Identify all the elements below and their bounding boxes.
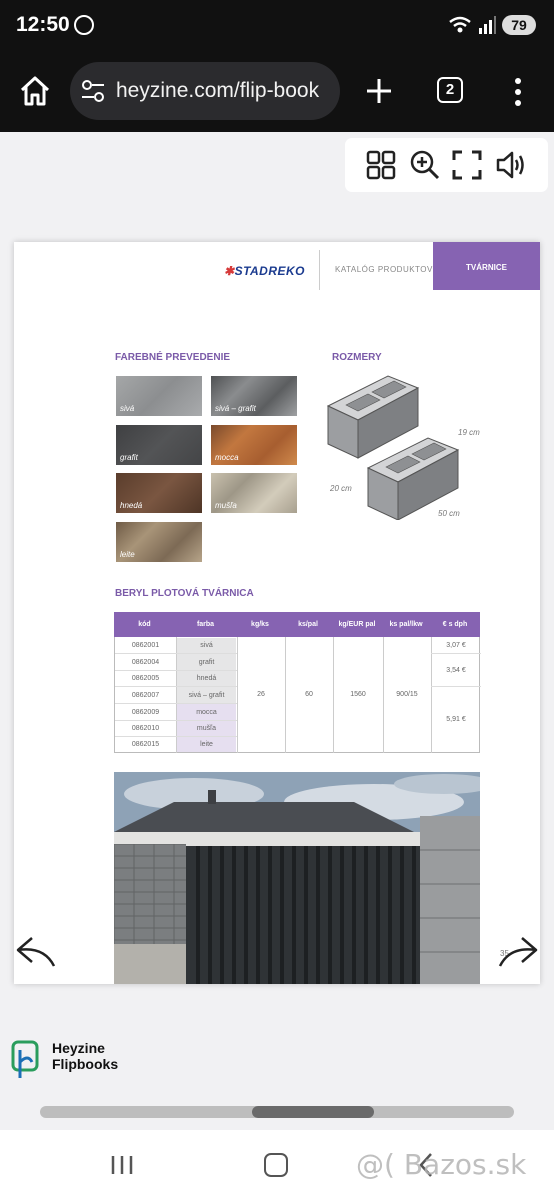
th-kg-eur-pal: kg/EUR pal	[338, 620, 376, 628]
next-page-icon[interactable]	[496, 932, 540, 972]
table-title: BERYL PLOTOVÁ TVÁRNICA	[115, 588, 254, 599]
section-tab: TVÁRNICE	[433, 242, 540, 290]
url-text: heyzine.com/flip-book	[116, 79, 320, 102]
status-bar	[0, 0, 554, 52]
block-dimensions-drawing	[324, 370, 484, 520]
table-header	[114, 612, 480, 637]
cell-code: 0862010	[131, 725, 160, 732]
th-ks-pal-lkw: ks pal/lkw	[389, 620, 423, 628]
previous-page-icon[interactable]	[14, 932, 58, 972]
more-menu-icon[interactable]	[508, 76, 528, 108]
zoom-in-icon[interactable]	[409, 149, 441, 181]
fence-photo	[114, 772, 480, 984]
th-code: kód	[138, 620, 151, 628]
th-ks-pal: ks/pal	[298, 620, 318, 628]
table-body	[114, 637, 480, 753]
thumbnails-grid-icon[interactable]	[365, 149, 397, 181]
flipbook-toolbar	[345, 138, 548, 192]
swatch-musla: mušľa	[211, 473, 297, 513]
cell-price: 5,91 €	[446, 716, 466, 723]
cell-color: sivá	[177, 638, 236, 653]
cell-color: mušľa	[177, 721, 236, 736]
address-bar[interactable]	[70, 62, 340, 120]
catalog-label: KATALÓG PRODUKTOV	[335, 265, 433, 274]
header-divider	[319, 250, 320, 290]
system-nav-bar	[0, 1130, 554, 1200]
swatch-siva: sivá	[116, 376, 202, 416]
th-price: € s dph	[442, 620, 468, 628]
horizontal-scrollbar[interactable]	[40, 1106, 514, 1118]
dimensions-section-title: ROZMERY	[332, 352, 382, 363]
heyzine-branding[interactable]	[10, 1036, 140, 1086]
wifi-icon	[448, 16, 472, 34]
status-time: 12:50	[16, 13, 70, 36]
browser-toolbar	[0, 52, 554, 132]
cell-ks-pal: 60	[305, 691, 313, 698]
viber-icon	[74, 15, 94, 35]
battery-indicator: 79	[502, 15, 536, 35]
fullscreen-icon[interactable]	[451, 149, 483, 181]
cell-color: hnedá	[177, 671, 236, 686]
cell-code: 0862009	[131, 708, 160, 716]
sound-icon[interactable]	[495, 149, 527, 181]
cell-code: 0862007	[131, 691, 160, 699]
colors-section-title: FAREBNÉ PREVEDENIE	[115, 352, 231, 363]
home-icon[interactable]	[18, 74, 52, 108]
th-color: farba	[196, 620, 215, 628]
signal-icon	[478, 16, 496, 34]
heyzine-flipbooks: Flipbooks	[52, 1056, 119, 1072]
page-number: 35	[500, 949, 509, 958]
swatch-grafit: grafit	[116, 425, 202, 465]
cell-code: 0862001	[131, 641, 160, 649]
site-settings-icon[interactable]	[80, 79, 106, 103]
cell-code: 0862005	[131, 675, 160, 682]
catalog-page[interactable]	[14, 242, 540, 984]
recent-apps-icon[interactable]	[110, 1154, 134, 1176]
swatch-hneda: hnedá	[116, 473, 202, 513]
swatch-mocca: mocca	[211, 425, 297, 465]
dimension-width: 20 cm	[330, 484, 352, 493]
swatch-leite: leite	[116, 522, 202, 562]
heyzine-name: Heyzine	[52, 1040, 105, 1056]
cell-code: 0862004	[131, 658, 160, 666]
cell-color: leite	[177, 737, 236, 752]
swatch-siva-grafit: sivá – grafit	[211, 376, 297, 416]
cell-price: 3,07 €	[446, 641, 466, 649]
th-kg-ks: kg/ks	[251, 620, 269, 628]
cell-color: mocca	[177, 704, 236, 720]
new-tab-icon[interactable]	[364, 76, 394, 106]
home-nav-button[interactable]	[264, 1153, 288, 1177]
dimension-height: 19 cm	[458, 428, 480, 437]
stadreko-logo: ✱STADREKO	[224, 264, 306, 278]
heyzine-logo-icon	[10, 1038, 42, 1082]
scrollbar-thumb[interactable]	[252, 1106, 374, 1118]
cell-kg-ks: 26	[257, 691, 265, 698]
cell-price: 3,54 €	[446, 666, 466, 674]
cell-kg-eur-pal: 1560	[350, 691, 366, 698]
cell-color: grafit	[177, 654, 236, 670]
cell-code: 0862015	[131, 741, 160, 748]
dimension-length: 50 cm	[438, 509, 460, 518]
tab-switcher-button[interactable]: 2	[437, 77, 463, 103]
cell-ks-pal-lkw: 900/15	[396, 691, 418, 698]
cell-color: sivá – grafit	[177, 687, 236, 703]
bazos-watermark: @( Bazos.sk	[356, 1148, 527, 1181]
